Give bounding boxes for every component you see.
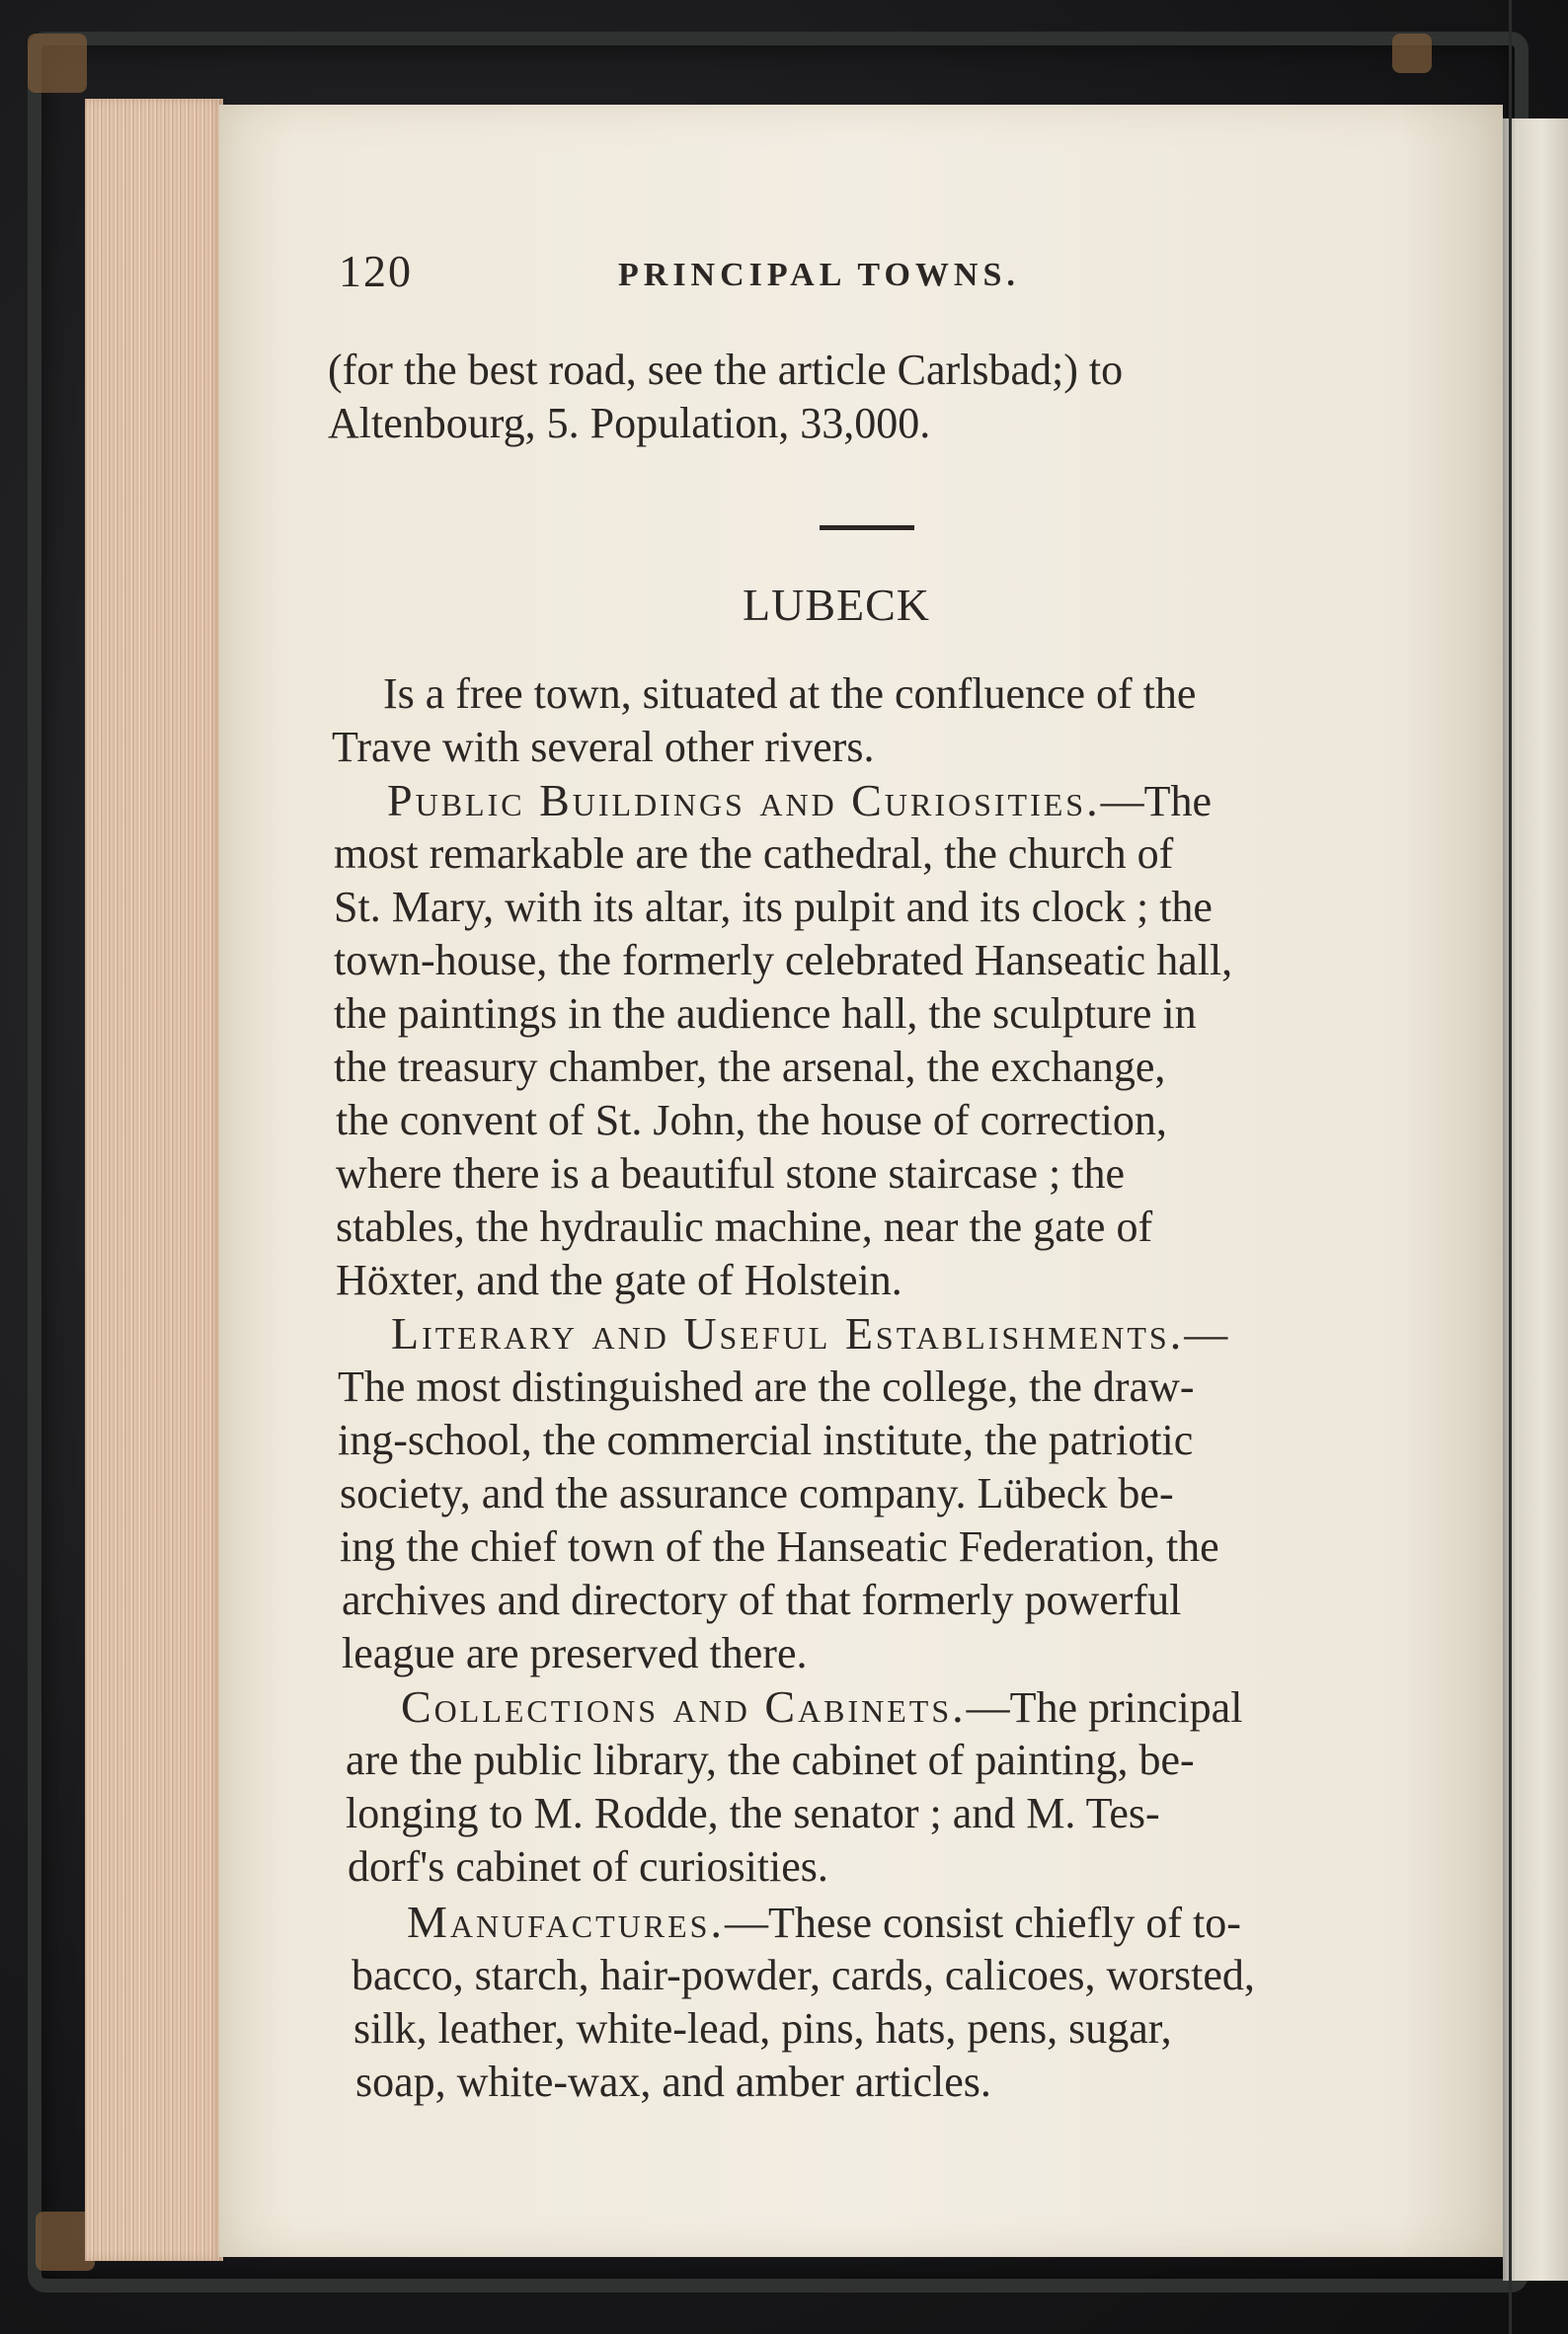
body-line: league are preserved there. [342, 1629, 808, 1677]
subsection-heading: Collections and Cabinets. [401, 1681, 967, 1732]
body-line: the convent of St. John, the house of correction, [336, 1096, 1167, 1144]
subsection-paragraph-start [407, 1896, 1241, 1950]
running-header: PRINCIPAL TOWNS. [618, 257, 1020, 293]
body-line: (for the best road, see the article Carlsbad;) to [328, 346, 1124, 394]
body-line: longing to M. Rodde, the senator ; and M. Tes- [346, 1789, 1160, 1837]
subsection-paragraph-start [401, 1680, 1242, 1735]
body-line: society, and the assurance company. Lübeck be- [340, 1469, 1174, 1517]
subsection-paragraph-start [391, 1307, 1227, 1362]
body-line: ing the chief town of the Hanseatic Federation, the [340, 1522, 1219, 1571]
subsection-heading: Manufactures. [407, 1897, 725, 1947]
spine-line [1509, 0, 1512, 2334]
body-text: —The [1100, 777, 1212, 825]
body-text: —The principal [966, 1683, 1243, 1732]
body-line: bacco, starch, hair-powder, cards, calicoes, worsted, [352, 1951, 1255, 1999]
body-line: Altenbourg, 5. Population, 33,000. [328, 399, 931, 447]
body-line: soap, white-wax, and amber articles. [355, 2058, 991, 2106]
body-line: where there is a beautiful stone staircase ; the [336, 1149, 1126, 1198]
worn-corner [1392, 34, 1432, 73]
facing-page-edge [1503, 118, 1568, 2281]
body-text: — [1184, 1310, 1228, 1359]
body-line: are the public library, the cabinet of painting, be- [346, 1736, 1195, 1784]
section-title: LUBECK [743, 580, 930, 630]
body-line: the treasury chamber, the arsenal, the exchange, [334, 1043, 1166, 1091]
worn-corner [28, 34, 87, 93]
body-text: —These consist chiefly of to- [724, 1899, 1241, 1947]
subsection-heading: Literary and Useful Establishments. [391, 1308, 1185, 1359]
body-line: Is a free town, situated at the confluence of the [383, 669, 1197, 718]
page-edges [85, 99, 223, 2261]
section-rule [820, 525, 914, 530]
page-number: 120 [339, 246, 413, 296]
subsection-paragraph-start [387, 774, 1212, 828]
body-line: St. Mary, with its altar, its pulpit and its clock ; the [334, 883, 1213, 931]
body-line: the paintings in the audience hall, the sculpture in [334, 989, 1197, 1038]
body-line: Höxter, and the gate of Holstein. [336, 1256, 902, 1304]
body-line: Trave with several other rivers. [332, 723, 875, 771]
body-line: ing-school, the commercial institute, the patriotic [338, 1416, 1194, 1464]
body-line: silk, leather, white-lead, pins, hats, pens, sugar, [353, 2004, 1172, 2053]
subsection-heading: Public Buildings and Curiosities. [387, 775, 1101, 825]
body-line: most remarkable are the cathedral, the church of [334, 829, 1174, 878]
body-line: archives and directory of that formerly powerful [342, 1576, 1182, 1624]
body-line: The most distinguished are the college, the draw- [338, 1362, 1195, 1411]
body-line: dorf's cabinet of curiosities. [348, 1842, 828, 1891]
body-line: town-house, the formerly celebrated Hanseatic hall, [334, 936, 1233, 984]
body-line: stables, the hydraulic machine, near the gate of [336, 1203, 1153, 1251]
